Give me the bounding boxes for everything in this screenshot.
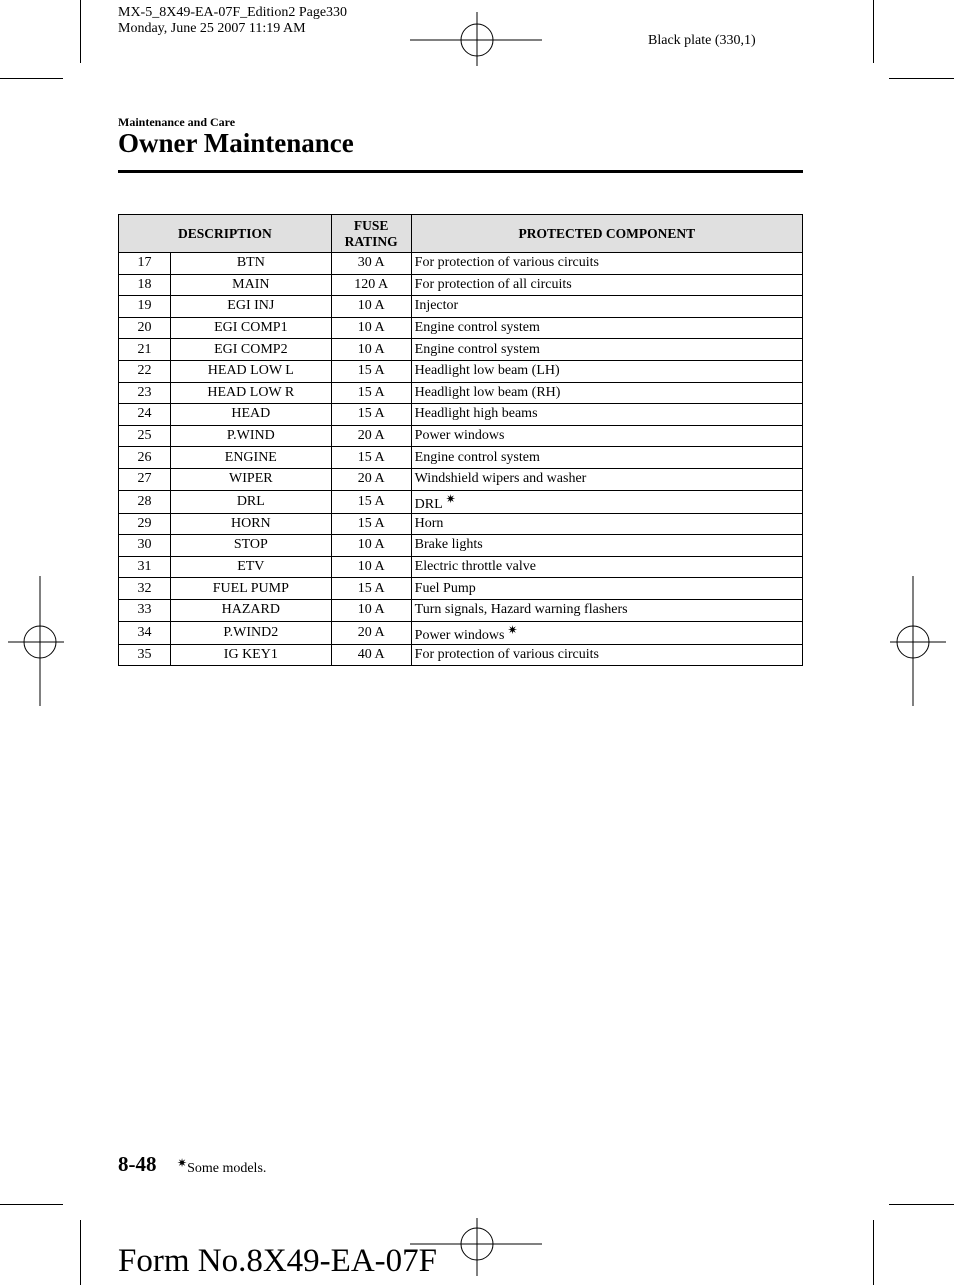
table-row: [119, 599, 803, 621]
fuse-description: [170, 578, 331, 600]
table-row: [119, 621, 803, 644]
fuse-table: [118, 214, 803, 666]
protected-component: [411, 425, 802, 447]
form-number: Form No.8X49-EA-07F: [118, 1243, 437, 1279]
fuse-rating: [331, 317, 411, 339]
protected-component-text: Turn signals, Hazard warning flashers: [414, 602, 628, 618]
fuse-description-text: STOP: [233, 537, 268, 553]
fuse-number-text: 21: [137, 341, 152, 357]
protected-component-text: Headlight low beam (RH): [414, 384, 561, 400]
table-row: [119, 556, 803, 578]
fuse-rating: [331, 490, 411, 513]
fuse-number: [119, 447, 171, 469]
some-models-star-icon: ✷: [507, 622, 518, 637]
fuse-description-text: HEAD LOW R: [207, 384, 295, 400]
fuse-description: [170, 644, 331, 666]
fuse-description: [170, 360, 331, 382]
table-row: [119, 447, 803, 469]
fuse-description-text: P.WIND: [226, 428, 275, 444]
fuse-number: [119, 578, 171, 600]
fuse-description: [170, 404, 331, 426]
fuse-rating-text: 10 A: [357, 320, 385, 336]
table-row: [119, 360, 803, 382]
protected-component-text: Headlight low beam (LH): [414, 363, 560, 379]
fuse-rating: [331, 425, 411, 447]
fuse-rating: [331, 253, 411, 275]
fuse-description-text: HORN: [230, 515, 271, 531]
fuse-rating: [331, 535, 411, 557]
fuse-rating-text: 120 A: [354, 276, 389, 292]
protected-component-text: Electric throttle valve: [414, 559, 536, 575]
protected-component: [411, 274, 802, 296]
table-row: [119, 253, 803, 275]
protected-component-text: Headlight high beams: [414, 406, 538, 422]
fuse-rating-text: 40 A: [357, 646, 385, 662]
fuse-table-body: [119, 253, 803, 666]
protected-component-text: Horn: [414, 515, 444, 531]
fuse-description-text: BTN: [236, 255, 265, 271]
fuse-number-text: 24: [137, 406, 152, 422]
fuse-number: [119, 425, 171, 447]
fuse-number-text: 33: [137, 602, 152, 618]
protected-component-text: Brake lights: [414, 537, 483, 553]
header-fuse-rating: [331, 215, 411, 253]
fuse-number: [119, 621, 171, 644]
protected-component: [411, 317, 802, 339]
fuse-number: [119, 556, 171, 578]
plate-label: Black plate (330,1): [648, 33, 756, 48]
fuse-description-text: HEAD: [231, 406, 271, 422]
fuse-description-text: HEAD LOW L: [207, 363, 294, 379]
fuse-rating: [331, 360, 411, 382]
fuse-number-text: 22: [137, 363, 152, 379]
fuse-number-text: 35: [137, 646, 152, 662]
table-row: [119, 468, 803, 490]
protected-component: [411, 599, 802, 621]
table-row: [119, 425, 803, 447]
fuse-description: [170, 556, 331, 578]
protected-component: [411, 513, 802, 535]
fuse-rating-text: 10 A: [357, 298, 385, 314]
fuse-description-text: ETV: [237, 559, 265, 575]
fuse-number: [119, 317, 171, 339]
fuse-description-text: P.WIND2: [223, 624, 279, 640]
fuse-rating: [331, 296, 411, 318]
fuse-rating-text: 10 A: [357, 341, 385, 357]
fuse-number-text: 25: [137, 428, 152, 444]
page-title: Owner Maintenance: [118, 128, 354, 158]
protected-component: [411, 621, 802, 644]
fuse-number-text: 17: [137, 255, 152, 271]
protected-component: [411, 447, 802, 469]
fuse-description-text: EGI COMP1: [214, 320, 288, 336]
fuse-number: [119, 274, 171, 296]
footnote: [177, 1156, 266, 1177]
protected-component: [411, 468, 802, 490]
fuse-rating-text: 10 A: [357, 537, 385, 553]
fuse-description: [170, 490, 331, 513]
fuse-number: [119, 468, 171, 490]
table-row: [119, 296, 803, 318]
protected-component-text: Injector: [414, 298, 459, 314]
fuse-rating-text: 15 A: [357, 449, 385, 465]
footnote-star-icon: ✷: [177, 1156, 188, 1170]
table-row: [119, 513, 803, 535]
fuse-rating: [331, 578, 411, 600]
fuse-description-text: FUEL PUMP: [212, 580, 289, 596]
fuse-number: [119, 490, 171, 513]
fuse-rating-text: 10 A: [357, 602, 385, 618]
fuse-rating: [331, 382, 411, 404]
fuse-number: [119, 513, 171, 535]
fuse-rating: [331, 274, 411, 296]
header-fuse-rating-line1: FUSE: [353, 217, 389, 233]
table-row: [119, 382, 803, 404]
fuse-description: [170, 425, 331, 447]
fuse-rating-text: 15 A: [357, 406, 385, 422]
fuse-rating-text: 20 A: [357, 428, 385, 444]
protected-component: [411, 556, 802, 578]
file-line: MX-5_8X49-EA-07F_Edition2 Page330: [118, 5, 348, 20]
table-row: [119, 404, 803, 426]
protected-component: [411, 490, 802, 513]
fuse-description-text: EGI INJ: [227, 298, 275, 314]
fuse-number: [119, 599, 171, 621]
table-row: [119, 535, 803, 557]
protected-component-text: Windshield wipers and washer: [414, 471, 587, 487]
fuse-rating-text: 15 A: [357, 363, 385, 379]
fuse-number: [119, 404, 171, 426]
registration-mark-left: [4, 576, 66, 708]
title-rule: [118, 170, 803, 173]
fuse-description-text: IG KEY1: [223, 646, 278, 662]
protected-component-text: Engine control system: [414, 320, 540, 336]
fuse-number-text: 23: [137, 384, 152, 400]
protected-component: [411, 644, 802, 666]
header-fuse-rating-line2: RATING: [344, 233, 398, 249]
fuse-rating: [331, 644, 411, 666]
table-row: [119, 578, 803, 600]
fuse-number-text: 34: [137, 624, 152, 640]
table-row: [119, 317, 803, 339]
table-row: [119, 339, 803, 361]
protected-component-text: Fuel Pump: [414, 580, 476, 596]
protected-component-text: For protection of various circuits: [414, 255, 599, 271]
fuse-rating: [331, 513, 411, 535]
fuse-rating-text: 20 A: [357, 624, 385, 640]
registration-mark-right: [888, 576, 950, 708]
fuse-description: [170, 535, 331, 557]
fuse-description: [170, 382, 331, 404]
fuse-number-text: 30: [137, 537, 152, 553]
fuse-rating-text: 15 A: [357, 580, 385, 596]
fuse-number-text: 32: [137, 580, 152, 596]
fuse-rating: [331, 468, 411, 490]
fuse-number: [119, 644, 171, 666]
fuse-number-text: 20: [137, 320, 152, 336]
fuse-description-text: MAIN: [232, 276, 270, 292]
fuse-number: [119, 382, 171, 404]
fuse-description: [170, 317, 331, 339]
protected-component: [411, 360, 802, 382]
fuse-description: [170, 339, 331, 361]
fuse-rating: [331, 404, 411, 426]
protected-component-text: Power windows: [414, 627, 505, 643]
some-models-star-icon: ✷: [445, 491, 456, 506]
fuse-number-text: 29: [137, 515, 152, 531]
fuse-number: [119, 296, 171, 318]
fuse-number: [119, 360, 171, 382]
protected-component-text: For protection of various circuits: [414, 646, 599, 662]
fuse-number-text: 26: [137, 449, 152, 465]
fuse-description: [170, 253, 331, 275]
fuse-rating-text: 30 A: [357, 255, 385, 271]
protected-component: [411, 404, 802, 426]
header-description: DESCRIPTION: [119, 215, 332, 253]
table-header-row: [119, 215, 803, 253]
protected-component: [411, 253, 802, 275]
fuse-number: [119, 535, 171, 557]
fuse-rating-text: 15 A: [357, 493, 385, 509]
fuse-number-text: 27: [137, 471, 152, 487]
fuse-description: [170, 513, 331, 535]
fuse-rating-text: 10 A: [357, 559, 385, 575]
fuse-number: [119, 253, 171, 275]
print-header: [118, 5, 347, 37]
fuse-number-text: 19: [137, 298, 152, 314]
fuse-rating: [331, 599, 411, 621]
fuse-number-text: 28: [137, 493, 152, 509]
protected-component-text: DRL: [414, 496, 443, 512]
fuse-rating: [331, 447, 411, 469]
protected-component: [411, 296, 802, 318]
fuse-description: [170, 296, 331, 318]
fuse-rating: [331, 339, 411, 361]
fuse-description-text: DRL: [236, 493, 265, 509]
registration-mark-top: [410, 6, 544, 68]
protected-component: [411, 382, 802, 404]
section-label: Maintenance and Care: [118, 115, 236, 129]
fuse-description-text: ENGINE: [224, 449, 277, 465]
fuse-description: [170, 621, 331, 644]
protected-component: [411, 578, 802, 600]
table-row: [119, 490, 803, 513]
protected-component-text: Engine control system: [414, 341, 540, 357]
fuse-description-text: EGI COMP2: [214, 341, 288, 357]
fuse-rating-text: 15 A: [357, 384, 385, 400]
fuse-rating-text: 15 A: [357, 515, 385, 531]
table-row: [119, 274, 803, 296]
fuse-description: [170, 274, 331, 296]
protected-component: [411, 535, 802, 557]
date-line: Monday, June 25 2007 11:19 AM: [118, 21, 306, 36]
fuse-rating: [331, 621, 411, 644]
header-protected-component: PROTECTED COMPONENT: [411, 215, 802, 253]
fuse-rating-text: 20 A: [357, 471, 385, 487]
fuse-number-text: 18: [137, 276, 152, 292]
protected-component: [411, 339, 802, 361]
fuse-description-text: HAZARD: [221, 602, 280, 618]
fuse-description: [170, 599, 331, 621]
fuse-description: [170, 447, 331, 469]
fuse-rating: [331, 556, 411, 578]
protected-component-text: Engine control system: [414, 449, 540, 465]
table-row: [119, 644, 803, 666]
page-number: 8-48: [118, 1152, 157, 1176]
footnote-text: Some models.: [187, 1161, 267, 1176]
fuse-description: [170, 468, 331, 490]
protected-component-text: Power windows: [414, 428, 505, 444]
fuse-number: [119, 339, 171, 361]
fuse-description-text: WIPER: [229, 471, 273, 487]
fuse-number-text: 31: [137, 559, 152, 575]
protected-component-text: For protection of all circuits: [414, 276, 572, 292]
